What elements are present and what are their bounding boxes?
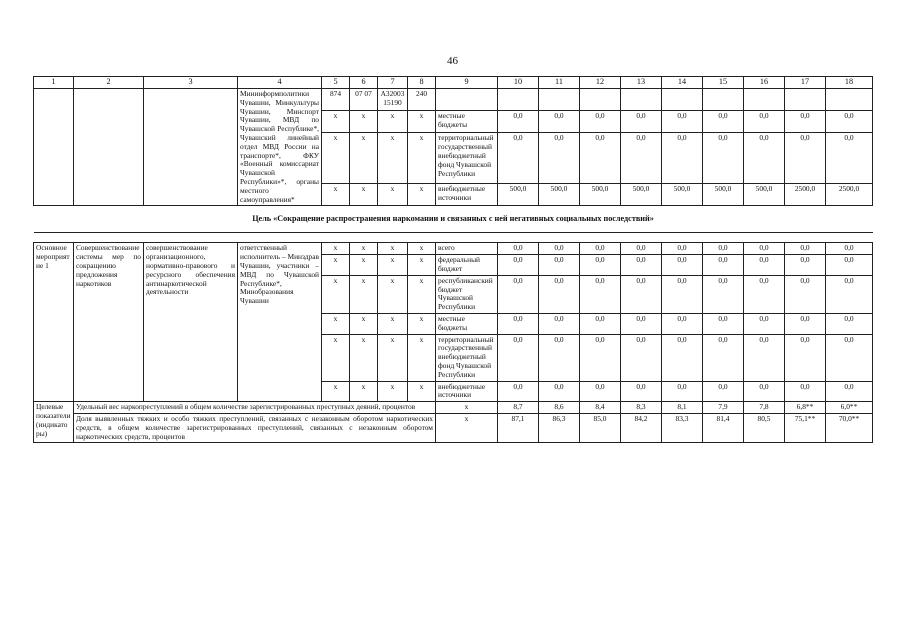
column-number: 8: [408, 77, 436, 89]
indicator-text: Доля выявленных тяжких и особо тяжких преступлений, связанных с незаконным оборотом наркотических средств, в общем количестве зарегистрированных преступлений, связанных с незаконным оборотом наркотических средств, процентов: [74, 413, 436, 442]
value-cell: [826, 89, 873, 111]
indicator-value: 86,3: [539, 413, 580, 442]
value-cell: 500,0: [621, 184, 662, 206]
value-cell: 0,0: [662, 381, 703, 402]
indicator-row: [34, 402, 873, 414]
column-number: 7: [378, 77, 408, 89]
value-cell: 0,0: [703, 133, 744, 184]
value-cell: 0,0: [498, 133, 539, 184]
value-cell: 0,0: [580, 334, 621, 381]
program-table: [33, 76, 873, 443]
event-name: Совершенствование системы мер по сокращению предложения наркотиков: [74, 243, 144, 402]
code-section: х: [350, 275, 378, 313]
value-cell: 0,0: [703, 275, 744, 313]
value-cell: 0,0: [539, 275, 580, 313]
indicator-row: [34, 413, 873, 442]
value-cell: 0,0: [539, 313, 580, 334]
column-number: 1: [34, 77, 74, 89]
value-cell: 0,0: [826, 243, 873, 255]
code-expense: х: [408, 243, 436, 255]
value-cell: 0,0: [580, 381, 621, 402]
indicator-value: 80,5: [744, 413, 785, 442]
indicator-mark: х: [436, 413, 498, 442]
indicator-value: 8,6: [539, 402, 580, 414]
indicator-value: 7,8: [744, 402, 785, 414]
value-cell: 500,0: [580, 184, 621, 206]
value-cell: 0,0: [580, 243, 621, 255]
column-number: 10: [498, 77, 539, 89]
value-cell: 0,0: [539, 334, 580, 381]
value-cell: 0,0: [539, 133, 580, 184]
value-cell: 0,0: [662, 275, 703, 313]
value-cell: 0,0: [744, 334, 785, 381]
value-cell: 0,0: [744, 381, 785, 402]
value-cell: 0,0: [703, 334, 744, 381]
code-grbs: х: [322, 111, 350, 133]
code-expense: х: [408, 381, 436, 402]
executors-cell: Мининформполитики Чувашии, Минкультуры Чувашии, Минспорт Чувашии, МВД по Чувашской Республике*, Чувашский линейный отдел МВД России на транспорте*, ФКУ «Военный комиссариат Чувашской Республики»*, органы местного самоуправления*: [238, 89, 322, 206]
value-cell: 0,0: [580, 275, 621, 313]
code-target: х: [378, 133, 408, 184]
code-grbs: 874: [322, 89, 350, 111]
value-cell: 500,0: [498, 184, 539, 206]
value-cell: 0,0: [785, 313, 826, 334]
value-cell: 0,0: [703, 313, 744, 334]
code-section: х: [350, 255, 378, 276]
goal-title: Цель «Сокращение распространения наркомании и связанных с ней негативных социальных последствий»: [252, 213, 654, 223]
funding-source: местные бюджеты: [436, 111, 498, 133]
code-grbs: х: [322, 275, 350, 313]
value-cell: 0,0: [826, 111, 873, 133]
indicator-value: 75,1**: [785, 413, 826, 442]
value-cell: 0,0: [498, 381, 539, 402]
value-cell: 0,0: [826, 381, 873, 402]
code-grbs: х: [322, 184, 350, 206]
value-cell: 0,0: [498, 243, 539, 255]
column-number: 13: [621, 77, 662, 89]
code-target: х: [378, 111, 408, 133]
value-cell: 0,0: [662, 133, 703, 184]
value-cell: 0,0: [621, 243, 662, 255]
value-cell: [785, 89, 826, 111]
value-cell: 0,0: [785, 111, 826, 133]
value-cell: 0,0: [785, 334, 826, 381]
table-body: [34, 77, 873, 443]
funding-source: внебюджетные источники: [436, 381, 498, 402]
column-number: 2: [74, 77, 144, 89]
indicator-value: 85,0: [580, 413, 621, 442]
code-section: х: [350, 313, 378, 334]
cell-col3: [144, 89, 238, 206]
value-cell: 0,0: [498, 255, 539, 276]
code-section: х: [350, 111, 378, 133]
value-cell: 0,0: [621, 334, 662, 381]
value-cell: 0,0: [580, 313, 621, 334]
value-cell: 0,0: [498, 275, 539, 313]
code-expense: х: [408, 184, 436, 206]
value-cell: 0,0: [580, 133, 621, 184]
value-cell: 0,0: [539, 381, 580, 402]
indicator-value: 87,1: [498, 413, 539, 442]
value-cell: 0,0: [498, 334, 539, 381]
code-expense: 240: [408, 89, 436, 111]
value-cell: 2500,0: [785, 184, 826, 206]
indicator-value: 6,0**: [826, 402, 873, 414]
funding-source: [436, 89, 498, 111]
value-cell: 500,0: [539, 184, 580, 206]
code-section: х: [350, 184, 378, 206]
value-cell: 0,0: [621, 381, 662, 402]
value-cell: 500,0: [744, 184, 785, 206]
indicator-value: 8,7: [498, 402, 539, 414]
code-target: х: [378, 184, 408, 206]
spacer: [34, 233, 873, 243]
value-cell: [621, 89, 662, 111]
funding-source: местные бюджеты: [436, 313, 498, 334]
column-number: 16: [744, 77, 785, 89]
code-expense: х: [408, 275, 436, 313]
indicator-value: 81,4: [703, 413, 744, 442]
page-number: 46: [447, 55, 458, 67]
value-cell: [744, 89, 785, 111]
value-cell: 0,0: [826, 133, 873, 184]
column-number: 11: [539, 77, 580, 89]
event-label: Основное мероприятие 1: [34, 243, 74, 402]
value-cell: 0,0: [744, 243, 785, 255]
funding-source: всего: [436, 243, 498, 255]
table-row: [34, 89, 873, 111]
value-cell: 0,0: [662, 111, 703, 133]
value-cell: [498, 89, 539, 111]
code-target: х: [378, 275, 408, 313]
indicator-value: 8,1: [662, 402, 703, 414]
funding-source: территориальный государственный внебюджетный фонд Чувашской Республики: [436, 133, 498, 184]
value-cell: 0,0: [580, 111, 621, 133]
value-cell: 0,0: [539, 255, 580, 276]
cell-col1: [34, 89, 74, 206]
indicator-value: 8,4: [580, 402, 621, 414]
indicators-label: Целевые показатели (индикаторы): [34, 402, 74, 443]
indicator-value: 84,2: [621, 413, 662, 442]
value-cell: [703, 89, 744, 111]
value-cell: 0,0: [744, 133, 785, 184]
code-expense: х: [408, 255, 436, 276]
value-cell: 0,0: [785, 133, 826, 184]
code-section: х: [350, 381, 378, 402]
value-cell: 0,0: [539, 111, 580, 133]
value-cell: 0,0: [785, 381, 826, 402]
indicator-value: 83,3: [662, 413, 703, 442]
code-expense: х: [408, 111, 436, 133]
value-cell: 0,0: [621, 255, 662, 276]
value-cell: 0,0: [539, 243, 580, 255]
event-result: совершенствование организационного, нормативно-правового и ресурсного обеспечения антинаркотической деятельности: [144, 243, 238, 402]
spacer-row: [34, 233, 873, 243]
column-number: 14: [662, 77, 703, 89]
value-cell: 0,0: [703, 381, 744, 402]
funding-source: внебюджетные источники: [436, 184, 498, 206]
indicator-mark: х: [436, 402, 498, 414]
indicator-value: 6,8**: [785, 402, 826, 414]
code-section: 07 07: [350, 89, 378, 111]
code-target: х: [378, 313, 408, 334]
value-cell: 0,0: [580, 255, 621, 276]
value-cell: 0,0: [826, 255, 873, 276]
value-cell: 0,0: [662, 334, 703, 381]
value-cell: 0,0: [703, 243, 744, 255]
table-row: [34, 243, 873, 255]
value-cell: 0,0: [744, 275, 785, 313]
code-section: х: [350, 133, 378, 184]
column-number: 3: [144, 77, 238, 89]
value-cell: 0,0: [662, 243, 703, 255]
value-cell: 0,0: [826, 334, 873, 381]
value-cell: 0,0: [785, 255, 826, 276]
value-cell: 0,0: [703, 111, 744, 133]
code-expense: х: [408, 133, 436, 184]
code-target: х: [378, 334, 408, 381]
value-cell: 0,0: [826, 313, 873, 334]
code-target: х: [378, 243, 408, 255]
value-cell: [580, 89, 621, 111]
value-cell: 0,0: [662, 255, 703, 276]
value-cell: [662, 89, 703, 111]
value-cell: 0,0: [621, 133, 662, 184]
column-number-row: [34, 77, 873, 89]
value-cell: 2500,0: [826, 184, 873, 206]
value-cell: 0,0: [498, 313, 539, 334]
column-number: 17: [785, 77, 826, 89]
code-grbs: х: [322, 381, 350, 402]
value-cell: 0,0: [662, 313, 703, 334]
column-number: 18: [826, 77, 873, 89]
funding-source: территориальный государственный внебюджетный фонд Чувашской Республики: [436, 334, 498, 381]
value-cell: 0,0: [744, 111, 785, 133]
column-number: 6: [350, 77, 378, 89]
value-cell: 0,0: [498, 111, 539, 133]
indicator-value: 8,3: [621, 402, 662, 414]
goal-title-cell: [34, 206, 873, 233]
column-number: 4: [238, 77, 322, 89]
value-cell: 0,0: [744, 255, 785, 276]
code-section: х: [350, 334, 378, 381]
cell-col2: [74, 89, 144, 206]
value-cell: 500,0: [662, 184, 703, 206]
column-number: 5: [322, 77, 350, 89]
column-number: 15: [703, 77, 744, 89]
value-cell: 0,0: [785, 243, 826, 255]
value-cell: 0,0: [621, 313, 662, 334]
column-number: 12: [580, 77, 621, 89]
code-section: х: [350, 243, 378, 255]
column-number: 9: [436, 77, 498, 89]
code-target: А32003 15190: [378, 89, 408, 111]
code-grbs: х: [322, 255, 350, 276]
funding-source: федеральный бюджет: [436, 255, 498, 276]
code-expense: х: [408, 313, 436, 334]
value-cell: 0,0: [744, 313, 785, 334]
code-grbs: х: [322, 334, 350, 381]
value-cell: 0,0: [621, 111, 662, 133]
code-target: х: [378, 255, 408, 276]
indicator-value: 7,9: [703, 402, 744, 414]
value-cell: [539, 89, 580, 111]
value-cell: 500,0: [703, 184, 744, 206]
indicator-text: Удельный вес наркопреступлений в общем количестве зарегистрированных преступных деяний, процентов: [74, 402, 436, 414]
indicator-value: 70,0**: [826, 413, 873, 442]
value-cell: 0,0: [703, 255, 744, 276]
event-executors: ответственный исполнитель – Минздрав Чувашии, участники – МВД по Чувашской Республике*, Минобразования Чувашии: [238, 243, 322, 402]
goal-row: [34, 206, 873, 233]
value-cell: 0,0: [826, 275, 873, 313]
funding-source: республиканский бюджет Чувашской Республики: [436, 275, 498, 313]
code-grbs: х: [322, 243, 350, 255]
code-target: х: [378, 381, 408, 402]
value-cell: 0,0: [785, 275, 826, 313]
code-expense: х: [408, 334, 436, 381]
value-cell: 0,0: [621, 275, 662, 313]
code-grbs: х: [322, 133, 350, 184]
code-grbs: х: [322, 313, 350, 334]
